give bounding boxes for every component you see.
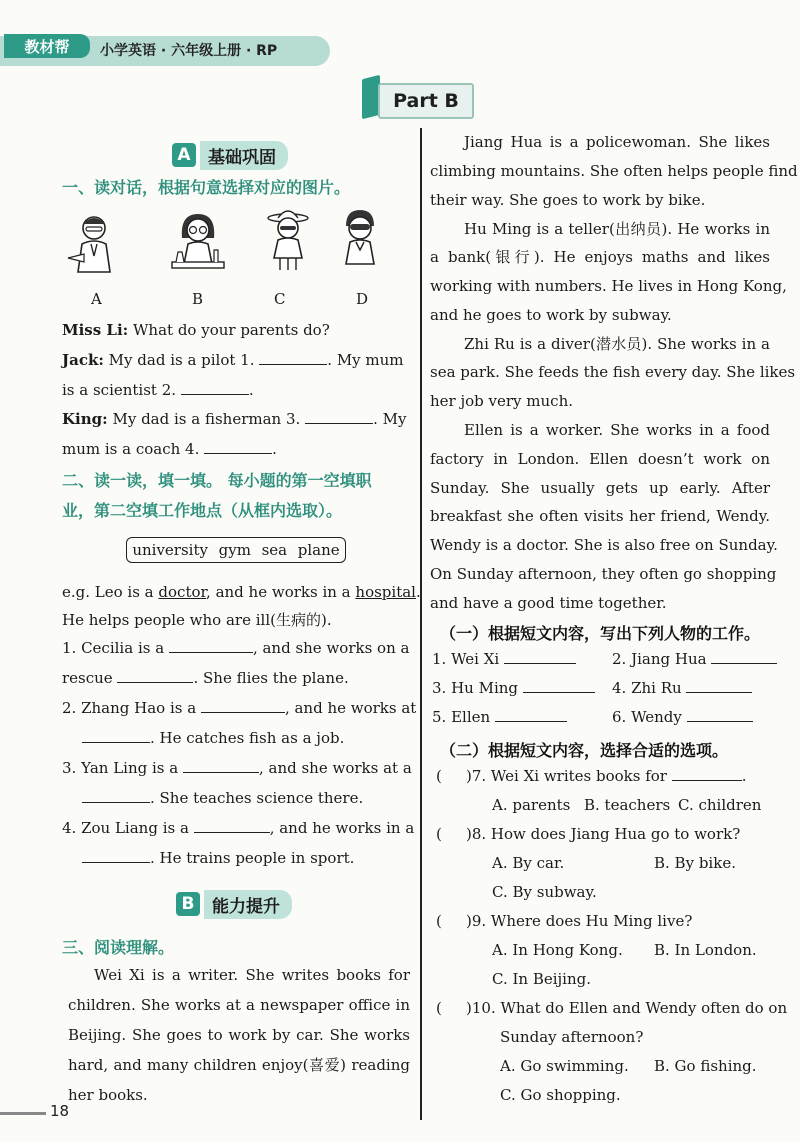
section-b-title: 能力提升 xyxy=(204,890,292,919)
mc-8-option-b[interactable]: B. By bike. xyxy=(654,854,736,872)
mc-10-answer-paren[interactable]: ( xyxy=(436,999,442,1017)
mc-8-answer-paren[interactable]: ( xyxy=(436,825,442,843)
passage-right-line-2: climbing mountains. She often helps people find xyxy=(430,162,798,180)
job-blank-6[interactable] xyxy=(687,703,753,722)
word-bank xyxy=(126,537,346,563)
mc-7-answer-paren[interactable]: ( xyxy=(436,767,442,785)
q2-item-4-job-blank[interactable] xyxy=(194,814,270,833)
job-item-6: 6. Wendy xyxy=(612,703,753,732)
word-gym: gym xyxy=(218,541,251,559)
q2-item-4-place-blank[interactable] xyxy=(82,844,150,863)
speaker-miss-li: Miss Li xyxy=(62,321,123,339)
q2-item-1-job-blank[interactable] xyxy=(169,634,253,653)
course-title: 小学英语 · 六年级上册 · RP xyxy=(100,43,278,59)
dialogue-text: What do your parents do? xyxy=(133,321,330,339)
mc-9-stem: )9. Where does Hu Ming live? xyxy=(466,912,693,930)
answer-blank-2[interactable] xyxy=(181,376,249,395)
job-item-1: 1. Wei Xi xyxy=(432,645,576,674)
mc-10-stem: )10. What do Ellen and Wendy often do on xyxy=(466,999,788,1017)
passage-right-line-12: factory in London. Ellen doesn’t work on xyxy=(430,450,770,468)
q2-item-3-place-blank[interactable] xyxy=(82,784,150,803)
passage-right-line-9: sea park. She feeds the fish every day. She likes xyxy=(430,363,796,381)
job-blank-2[interactable] xyxy=(711,645,777,664)
word-university: university xyxy=(132,541,208,559)
q1-instruction: 一、读对话，根据句意选择对应的图片。 xyxy=(62,178,351,197)
passage-left-line-4: hard, and many children enjoy(喜爱) reading xyxy=(68,1056,410,1074)
q2-instruction-line2: 业，第二空填工作地点（从框内选取）。 xyxy=(62,501,343,520)
passage-right-line-4: Hu Ming is a teller(出纳员). He works in xyxy=(464,220,770,238)
passage-right-line-13: Sunday. She usually gets up early. After xyxy=(430,479,770,497)
speaker-king: King xyxy=(62,410,103,428)
q2-item-1-place-blank[interactable] xyxy=(117,664,193,683)
option-a: A xyxy=(91,290,102,308)
passage-right-line-15: Wendy is a doctor. She is also free on Sunday. xyxy=(430,536,778,554)
job-blank-4[interactable] xyxy=(686,674,752,693)
dialogue-line-4: King: My dad is a fisherman 3. . My xyxy=(62,405,406,434)
mc-9-option-a[interactable]: A. In Hong Kong. xyxy=(492,941,623,959)
mc-7-option-b[interactable]: B. teachers xyxy=(584,796,671,814)
mc-7-option-c[interactable]: C. children xyxy=(678,796,762,814)
passage-left-line-3: Beijing. She goes to work by car. She works xyxy=(68,1026,410,1044)
passage-right-line-7: and he goes to work by subway. xyxy=(430,306,672,324)
mc-8-option-a[interactable]: A. By car. xyxy=(492,854,565,872)
example-line-2: He helps people who are ill(生病的). xyxy=(62,611,332,629)
job-blank-1[interactable] xyxy=(504,645,576,664)
q2-item-2-line1: 2. Zhang Hao is a , and he works at xyxy=(62,694,416,723)
example-job: doctor xyxy=(158,583,207,601)
mc-10-option-b[interactable]: B. Go fishing. xyxy=(654,1057,757,1075)
dialogue-line-2: Jack: My dad is a pilot 1. . My mum xyxy=(62,346,404,375)
dialogue-line-1: Miss Li: What do your parents do? xyxy=(62,321,330,339)
mc-10-stem-line2: Sunday afternoon? xyxy=(500,1028,644,1046)
mc-10-option-c[interactable]: C. Go shopping. xyxy=(500,1086,621,1104)
passage-right-line-8: Zhi Ru is a diver(潜水员). She works in a xyxy=(464,335,770,353)
job-blank-3[interactable] xyxy=(523,674,595,693)
example-line-1: e.g. Leo is a doctor, and he works in a hospital. xyxy=(62,583,421,601)
q2-item-4-line2: . He trains people in sport. xyxy=(62,844,354,873)
option-c: C xyxy=(274,290,286,308)
dialogue-line-5: mum is a coach 4. . xyxy=(62,435,277,464)
q2-item-3-line2: . She teaches science there. xyxy=(62,784,363,813)
passage-right-line-14: breakfast she often visits her friend, Wendy. xyxy=(430,507,770,525)
passage-left-line-1: Wei Xi is a writer. She writes books for xyxy=(94,966,410,984)
q2-item-2-place-blank[interactable] xyxy=(82,724,150,743)
speaker-jack: Jack xyxy=(62,351,99,369)
passage-right-line-3: their way. She goes to work by bike. xyxy=(430,191,706,209)
word-sea: sea xyxy=(261,541,288,559)
mc-10-option-a[interactable]: A. Go swimming. xyxy=(500,1057,629,1075)
q2-item-1-line1: 1. Cecilia is a , and she works on a xyxy=(62,634,409,663)
q2-item-2-line2: . He catches fish as a job. xyxy=(62,724,344,753)
scientist-picture-icon xyxy=(168,208,228,274)
fisherman-picture-icon xyxy=(258,206,318,272)
example-place: hospital xyxy=(355,583,416,601)
mc-9-option-c[interactable]: C. In Beijing. xyxy=(492,970,592,988)
dialogue-line-3: is a scientist 2. . xyxy=(62,376,254,405)
section-b-letter: B xyxy=(176,892,200,916)
q2-item-3-line1: 3. Yan Ling is a , and she works at a xyxy=(62,754,412,783)
passage-right-line-11: Ellen is a worker. She works in a food xyxy=(464,421,770,439)
mc-9-answer-paren[interactable]: ( xyxy=(436,912,442,930)
brand-badge: 教材帮 xyxy=(4,34,90,58)
q2-item-1-line2: rescue . She flies the plane. xyxy=(62,664,349,693)
passage-left-line-2: children. She works at a newspaper office in xyxy=(68,996,410,1014)
q3-instruction: 三、阅读理解。 xyxy=(62,938,175,957)
page-number: 18 xyxy=(50,1102,70,1120)
passage-right-line-5: a bank(银行). He enjoys maths and likes xyxy=(430,248,770,266)
sub2-title: （二）根据短文内容，选择合适的选项。 xyxy=(440,741,729,760)
job-item-2: 2. Jiang Hua xyxy=(612,645,777,674)
section-b-heading xyxy=(176,891,292,917)
q2-item-2-job-blank[interactable] xyxy=(201,694,285,713)
section-a-heading xyxy=(172,142,288,168)
mc-8-stem: )8. How does Jiang Hua go to work? xyxy=(466,825,741,843)
job-blank-5[interactable] xyxy=(495,703,567,722)
column-divider xyxy=(420,128,422,1120)
job-item-4: 4. Zhi Ru xyxy=(612,674,752,703)
passage-right-line-17: and have a good time together. xyxy=(430,594,667,612)
q2-item-3-job-blank[interactable] xyxy=(183,754,259,773)
answer-blank-1[interactable] xyxy=(259,346,327,365)
passage-left-line-5: her books. xyxy=(68,1086,148,1104)
option-d: D xyxy=(356,290,369,308)
mc-7-stem: )7. Wei Xi writes books for . xyxy=(466,762,747,791)
section-a-letter: A xyxy=(172,143,196,167)
mc-9-option-b[interactable]: B. In London. xyxy=(654,941,757,959)
q2-instruction-line1: 二、读一读，填一填。 每小题的第一空填职 xyxy=(62,471,372,490)
mc-7-option-a[interactable]: A. parents xyxy=(492,796,571,814)
q2-item-4-line1: 4. Zou Liang is a , and he works in a xyxy=(62,814,414,843)
pilot-picture-icon xyxy=(64,210,124,276)
word-plane: plane xyxy=(297,541,340,559)
passage-right-line-10: her job very much. xyxy=(430,392,574,410)
job-item-5: 5. Ellen xyxy=(432,703,567,732)
page-bar xyxy=(0,1112,46,1115)
job-item-3: 3. Hu Ming xyxy=(432,674,595,703)
coach-picture-icon xyxy=(330,206,390,272)
passage-right-line-6: working with numbers. He lives in Hong Kong, xyxy=(430,277,787,295)
answer-blank-4[interactable] xyxy=(204,435,272,454)
part-title xyxy=(362,77,476,119)
mc-8-option-c[interactable]: C. By subway. xyxy=(492,883,597,901)
mc-7-blank xyxy=(672,762,742,781)
sub1-title: （一）根据短文内容，写出下列人物的工作。 xyxy=(440,624,761,643)
part-title-label: Part B xyxy=(378,83,474,119)
passage-right-line-16: On Sunday afternoon, they often go shopping xyxy=(430,565,777,583)
answer-blank-3[interactable] xyxy=(305,405,373,424)
passage-right-line-1: Jiang Hua is a policewoman. She likes xyxy=(464,133,770,151)
section-a-title: 基础巩固 xyxy=(200,141,288,170)
option-b: B xyxy=(192,290,204,308)
